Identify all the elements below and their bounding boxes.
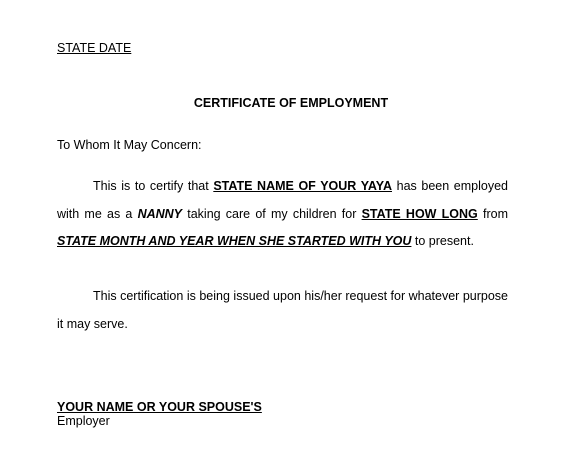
role-text: NANNY xyxy=(137,206,183,221)
paragraph-text: to present. xyxy=(411,234,474,248)
yaya-name-placeholder: STATE NAME OF YOUR YAYA xyxy=(213,179,392,193)
purpose-paragraph xyxy=(57,283,508,338)
signature-role: Employer xyxy=(57,414,110,428)
start-date-placeholder: STATE MONTH AND YEAR WHEN SHE STARTED WITH YOU xyxy=(57,234,412,248)
paragraph-text: has been employed with me as a xyxy=(57,179,508,221)
paragraph-text: This is to certify that xyxy=(93,179,214,193)
salutation: To Whom It May Concern: xyxy=(57,138,202,152)
paragraph-text: from xyxy=(477,206,508,221)
duration-placeholder: STATE HOW LONG xyxy=(361,206,478,221)
paragraph-text: This certification is being issued upon his/her request for whatever purpose it may serve. xyxy=(57,289,508,331)
paragraph-text: taking care of my children for xyxy=(182,206,362,221)
certification-paragraph xyxy=(57,173,508,256)
date-placeholder: STATE DATE xyxy=(57,41,132,55)
signature-name-placeholder: YOUR NAME OR YOUR SPOUSE'S xyxy=(57,400,262,414)
document-title: CERTIFICATE OF EMPLOYMENT xyxy=(193,96,389,110)
